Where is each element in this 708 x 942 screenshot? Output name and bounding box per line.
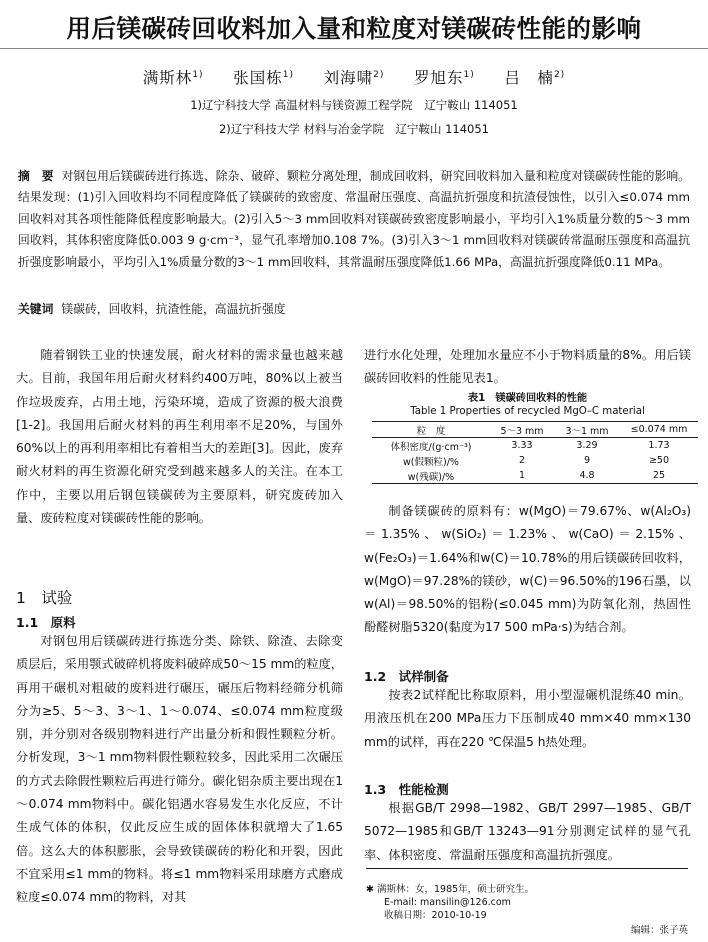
author-name: 刘海啸 xyxy=(323,69,374,87)
table-row xyxy=(372,468,698,484)
footnote-author-info: 满斯林：女，1985年，硕士研究生。 xyxy=(376,884,535,895)
intro-paragraph: 随着钢铁工业的快速发展，耐火材料的需求量也越来越大。目前，我国年用后耐火材料约400万吨，80%以上被当作垃圾废弃，占用土地，污染环境，造成了资源的极大浪费[1-2]。我国用后耐火材料的再生利用率不足20%，与国外60%以上的再利用率相比有着相当大的差距[3]。因此，废弃耐火材料的再生资源化研究受到越来越多人的关注。在本工作中，主要以用后钢包镁碳砖为主要原料，研究废砖加入量、废砖粒度对镁碳砖性能的影响。 xyxy=(16,348,343,526)
table-cell: 3.33 xyxy=(511,440,533,451)
table-cell: 9 xyxy=(583,455,591,466)
sample-prep-paragraph: 按表2试样配比称取原料，用小型湿碾机混练40 min。用液压机在200 MPa压力下压制成40 mm×40 mm×130 mm的试样，再在220 ℃保温5 h热处理。 xyxy=(364,688,691,749)
affiliation-1: 1)辽宁科技大学 高温材料与镁资源工程学院 辽宁鞍山 114051 xyxy=(190,98,518,112)
raw-materials-paragraph: 对钢包用后镁碳砖进行拣选分类、除铁、除渣、去除变质层后，采用颚式破碎机将废料破碎成50～15 mm的粒度，再用干碾机对粗破的废料进行碾压，碾压后物料经筛分机筛分为≥5、5～3、3～1、1～0.074、≤0.074 mm粒度级别，并分别对各级别物料进行产出量分析和假性颗粒分析。分析发现，3～1 mm物料假性颗粒较多，因此采用二次碾压的方式去除假性颗粒后再进行筛分。碳化铝杂质主要出现在1～0.074 mm物料中。碳化铝遇水容易发生水化反应，不计生成气体的体积，仅此反应生成的固体体积就增大了1.65倍。这么大的体积膨胀，会导致镁碳砖的粉化和开裂，因此不宜采用≤1 mm的物料。将≤1 mm物料采用球磨方式磨成粒度≤0.074 mm的物料，对其 xyxy=(16,634,343,905)
brick-materials-paragraph: 制备镁碳砖的原料有：w(MgO)＝79.67%、w(Al₂O₃)＝1.35%、w(SiO₂)＝1.23%、w(CaO)＝2.15%、w(Fe₂O₃)＝1.64%和w(C)＝10.78%的用后镁碳砖回收料，w(MgO)＝97.28%的镁砂，w(C)＝96.50%的196石墨，以w(Al)＝98.50%的铝粉(≤0.045 mm)为防氧化剂，热固性酚醛树脂5320(黏度为17 500 mPa·s)为结合剂。 xyxy=(364,504,691,635)
author-name: 张国栋 xyxy=(233,69,283,87)
table-cell: 2 xyxy=(518,455,526,466)
subsection-heading-raw-materials: 1.1 原料 xyxy=(16,615,76,630)
footnote-star-icon: ✱ xyxy=(366,884,377,895)
footnote xyxy=(366,883,688,922)
editor-credit: 编辑：张子英 xyxy=(630,925,688,936)
keywords-text: 镁碳砖，回收料，抗渣性能，高温抗折强度 xyxy=(61,302,286,316)
author-affil-mark: 2) xyxy=(553,69,566,80)
footnote-received-date: 收稿日期：2010-10-19 xyxy=(384,910,487,921)
author-line xyxy=(0,66,708,88)
table-cell: 1 xyxy=(490,468,554,484)
footnote-divider xyxy=(366,868,688,869)
author-affil-mark: 2) xyxy=(373,69,385,80)
table-cell: 3.29 xyxy=(576,440,598,451)
author-affil-mark: 1) xyxy=(192,69,204,80)
table-header: ≤0.074 mm xyxy=(620,422,698,438)
abstract-label: 摘 要 xyxy=(18,169,54,183)
properties-table xyxy=(372,421,698,484)
affiliation-2: 2)辽宁科技大学 材料与冶金学院 辽宁鞍山 114051 xyxy=(218,122,489,136)
section-heading-experiment: 1 试验 xyxy=(16,589,73,607)
table-header: 5～3 mm xyxy=(490,422,554,438)
author-affil-mark: 1) xyxy=(282,69,294,80)
keywords xyxy=(18,300,690,317)
table-cell: 1.73 xyxy=(648,440,670,451)
author-name: 满斯林 xyxy=(142,69,193,87)
table-caption-en: Table 1 Properties of recycled MgO–C material xyxy=(410,406,645,417)
table-cell: w(残碳)/% xyxy=(372,468,490,484)
author-affil-mark: 1) xyxy=(463,69,475,80)
table-row xyxy=(372,453,698,468)
table-caption xyxy=(364,392,691,418)
table-cell: 体积密度/(g·cm⁻³) xyxy=(390,441,472,453)
table-header: 粒 度 xyxy=(372,422,490,438)
table-header: 3～1 mm xyxy=(554,422,620,438)
abstract xyxy=(18,166,690,273)
hydration-paragraph: 进行水化处理，处理加水量应不小于物料质量的8%。用后镁碳砖回收料的性能见表1。 xyxy=(364,348,691,386)
paper-title: 用后镁碳砖回收料加入量和粒度对镁碳砖性能的影响 xyxy=(66,14,642,43)
subsection-heading-sample-prep: 1.2 试样制备 xyxy=(364,669,449,684)
table-cell: ≥50 xyxy=(648,455,670,466)
table-caption-cn: 表1 镁碳砖回收料的性能 xyxy=(467,393,588,404)
table-cell: 4.8 xyxy=(554,468,620,484)
subsection-heading-testing: 1.3 性能检测 xyxy=(364,782,449,797)
table-cell: w(假颗粒)/% xyxy=(403,456,459,468)
abstract-text: 对钢包用后镁碳砖进行拣选、除杂、破碎、颗粒分离处理，制成回收料，研究回收料加入量和粒度对镁碳砖性能的影响。结果发现：(1)引入回收料均不同程度降低了镁碳砖的致密度、常温耐压强度、高温抗折强度和抗渣侵蚀性，以引入≤0.074 mm 回收料对其各项性能降低程度影响最大。(2)引入5～3 mm回收料对镁碳砖致密度影响最小，平均引入1%质量分数的5～3 mm回收料，其体积密度降低0.003 9 g·cm⁻³，显气孔率增加0.108 7%。(3)引入3～1 mm回收料对镁碳砖常温耐压强度和高温抗折强度影响最小，平均引入1%质量分数的3～1 mm回收料，其常温耐压强度降低1.66 MPa，高温抗折强度降低0.11 MPa。 xyxy=(18,169,690,269)
testing-paragraph: 根据GB/T 2998—1982、GB/T 2997—1985、GB/T 5072—1985和GB/T 13243—91分别测定试样的显气孔率、体积密度、常温耐压强度和高温抗折强度。 xyxy=(364,801,691,862)
author-name: 罗旭东 xyxy=(414,69,464,87)
author-name: 吕 楠 xyxy=(504,69,554,87)
table-cell: 25 xyxy=(620,468,698,484)
title-divider xyxy=(0,48,708,49)
footnote-email: E-mail: mansilin@126.com xyxy=(384,897,511,908)
keywords-label: 关键词 xyxy=(18,302,54,316)
table-row xyxy=(372,438,698,454)
